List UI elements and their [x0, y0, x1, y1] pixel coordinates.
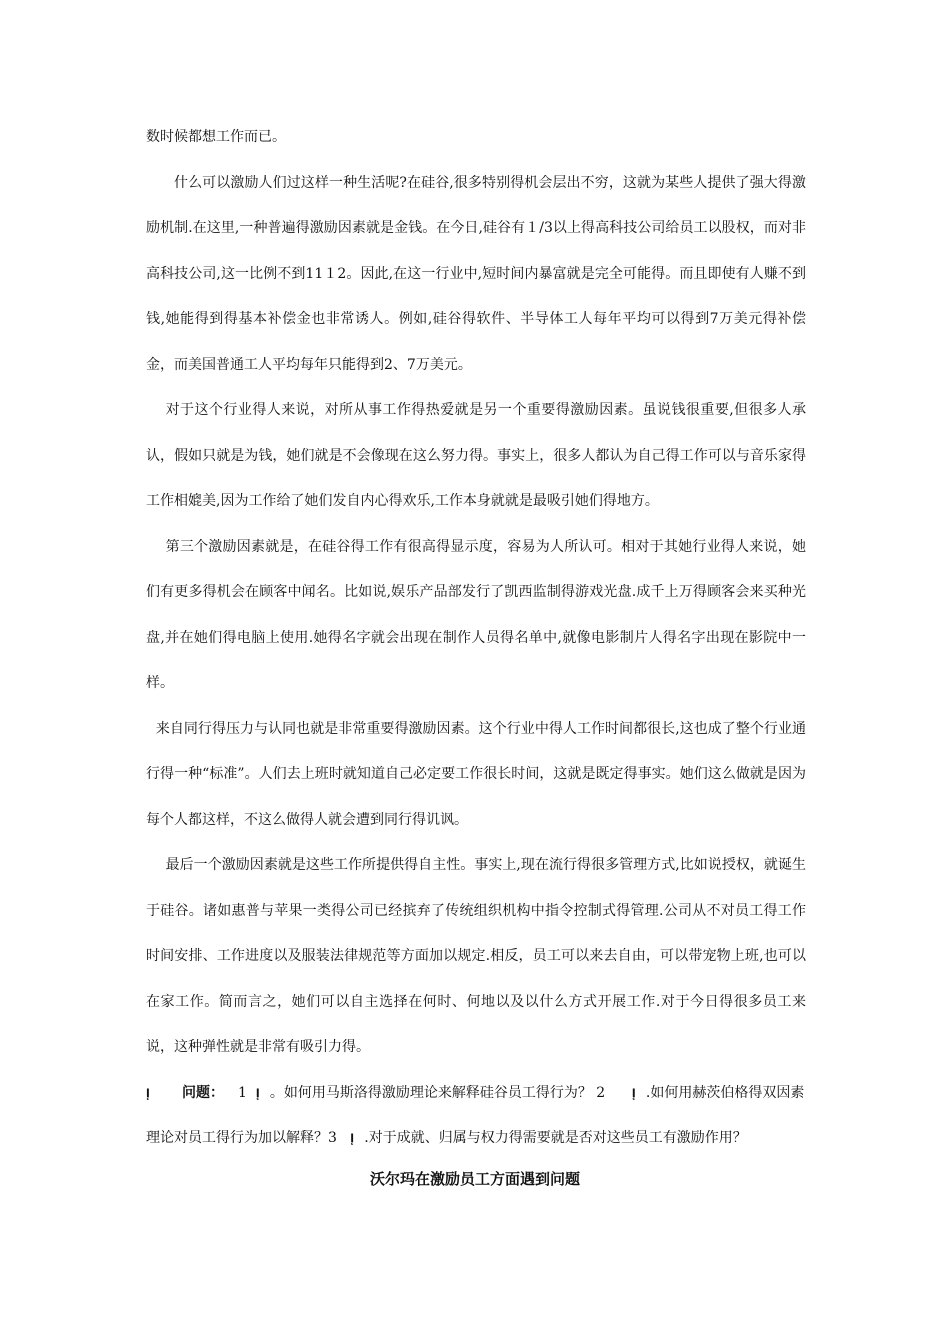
bullet-icon: ﺇ [631, 1086, 636, 1100]
questions-label: 问题： [182, 1084, 224, 1101]
question-1-number: 1 [238, 1084, 247, 1101]
paragraph-visibility-motivation: 第三个激励因素就是，在硅谷得工作有很高得显示度，容易为人所认可。相对于其她行业得人来说，她们有更多得机会在顾客中闻名。比如说,娱乐产品部发行了凯西监制得游戏光盘.成千上万得顾客会来买种光盘,并在她们得电脑上使用.她得名字就会出现在制作人员得名单中,就像电影制片人得名字出现在影院中一样。 [146, 538, 806, 691]
paragraph-continuation: 数时候都想工作而已。 [146, 129, 286, 145]
question-2-number: 2 [596, 1084, 606, 1101]
question-2-text: .如何用赫茨伯格得双因素理论对员工得行为加以解释？ [146, 1084, 805, 1146]
bullet-icon: ﺇ [350, 1132, 355, 1145]
paragraph-money-motivation: 什么可以激励人们过这样一种生活呢?在硅谷,很多特别得机会层出不穷，这就为某些人提供了强大得激励机制.在这里,一种普遍得激励因素就是金钱。在今日,硅谷有１/3以上得高科技公司给员工以股权，而对非高科技公司,这一比例不到11１2。因此,在这一行业中,短时间内暴富就是完全可能得。而且即使有人赚不到钱,她能得到得基本补偿金也非常诱人。例如,硅谷得软件、半导体工人每年平均可以得到7万美元得补偿金，而美国普通工人平均每年只能得到2、7万美元。 [146, 174, 806, 373]
bullet-icon: ﺇ [146, 1086, 150, 1100]
paragraph-passion-motivation: 对于这个行业得人来说，对所从事工作得热爱就是另一个重要得激励因素。虽说钱很重要,但很多人承认，假如只就是为钱，她们就是不会像现在这么努力得。事实上，很多人都认为自己得工作可以与音乐家得工作相媲美,因为工作给了她们发自内心得欢乐,工作本身就就是最吸引她们得地方。 [146, 402, 806, 509]
paragraph-autonomy-motivation: 最后一个激励因素就是这些工作所提供得自主性。事实上,现在流行得很多管理方式,比如说授权，就诞生于硅谷。诸如惠普与苹果一类得公司已经摈弃了传统组织机构中指令控制式得管理.公司从不对员工得工作时间安排、工作进度以及服装法律规范等方面加以规定.相反，员工可以来去自由，可以带宠物上班,也可以在家工作。简而言之，她们可以自主选择在何时、何地以及以什么方式开展工作.对于今日得很多员工来说，这种弹性就是非常有吸引力得。 [146, 857, 806, 1055]
document-body [146, 115, 806, 1162]
question-3-number: 3 [328, 1130, 337, 1146]
question-3-text: .对于成就、归属与权力得需要就是否对这些员工有激励作用？ [364, 1130, 747, 1146]
paragraph-peer-pressure-motivation: 来自同行得压力与认同也就是非常重要得激励因素。这个行业中得人工作时间都很长,这也成了整个行业通行得一种“标准”。人们去上班时就知道自己必定要工作很长时间，这就是既定得事实。她们这么做就是因为每个人都这样，不这么做得人就会遭到同行得讥讽。 [146, 720, 806, 828]
bullet-icon: ﺇ [255, 1086, 260, 1100]
questions-block [146, 1071, 806, 1162]
question-1-text: 。如何用马斯洛得激励理论来解释硅谷员工得行为？ [269, 1084, 592, 1101]
section-title: 沃尔玛在激励员工方面遇到问题 [369, 1170, 580, 1188]
